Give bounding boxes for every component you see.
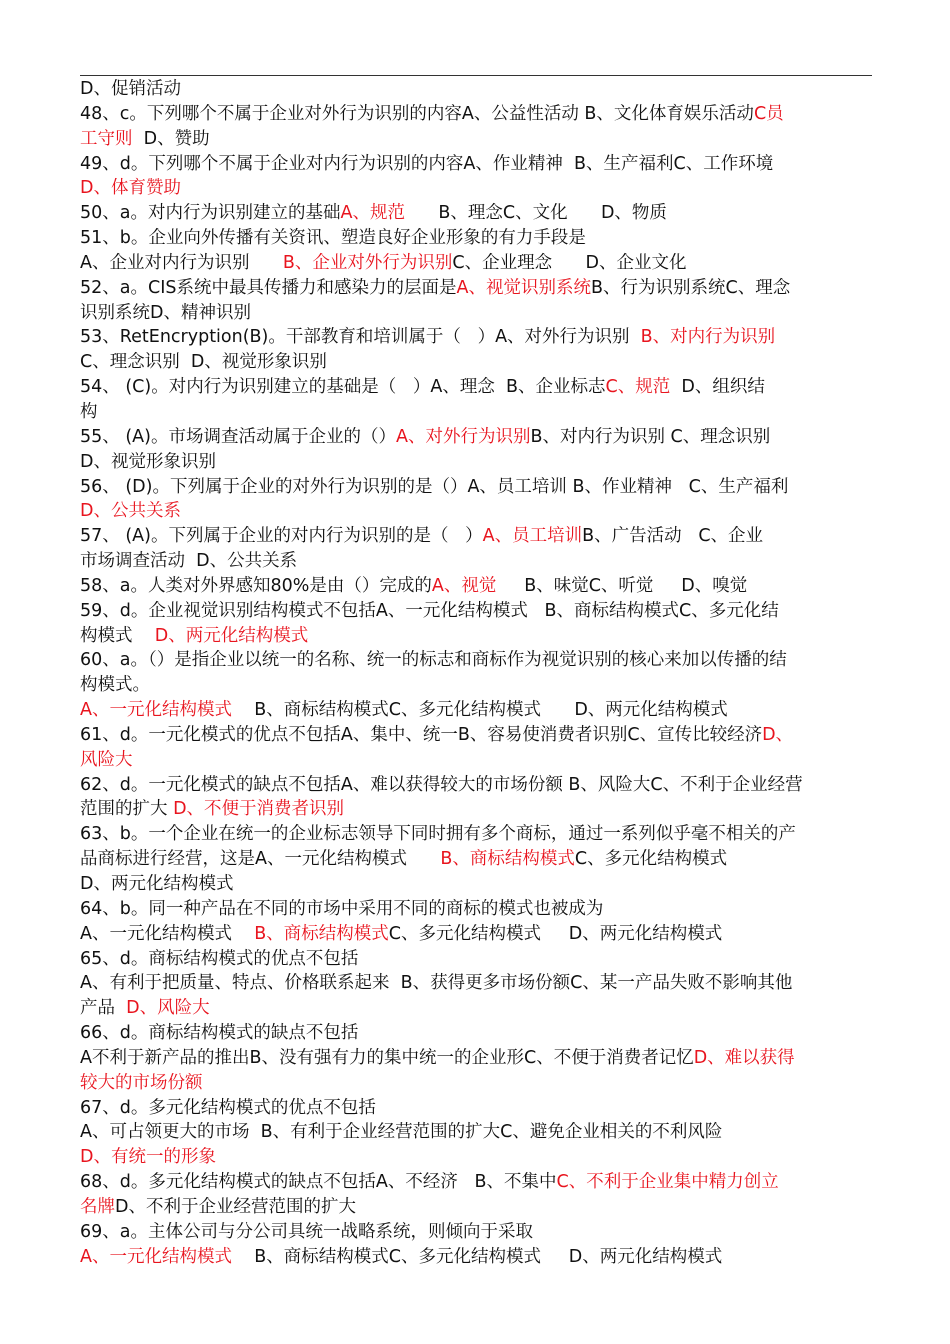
text-segment: B、商标结构模式C、多元化结构模式 D、两元化结构模式 (231, 700, 728, 721)
text-line (80, 226, 880, 251)
text-segment: C、理念识别 D、视觉形象识别 (80, 352, 327, 373)
text-segment: C、多元化结构模式 D、两元化结构模式 (388, 923, 723, 944)
text-segment: D、视觉形象识别 (80, 451, 216, 472)
text-segment: 品商标进行经营，这是A、一元化结构模式 (80, 849, 441, 870)
text-line (80, 1021, 880, 1046)
text-line (80, 599, 880, 624)
text-line (80, 1170, 880, 1195)
text-line (80, 425, 880, 450)
text-line (80, 1071, 880, 1096)
text-segment: 范围的扩大 (80, 799, 174, 820)
text-line (80, 773, 880, 798)
text-line (80, 102, 880, 127)
answer-highlight: A、一元化结构模式 (80, 1246, 232, 1267)
text-segment: D、促销活动 (80, 79, 181, 99)
text-line (80, 996, 880, 1021)
text-line (80, 1145, 880, 1170)
answer-highlight: D、不便于消费者识别 (173, 799, 345, 820)
text-line (80, 847, 880, 872)
text-segment: 64、b。同一种产品在不同的市场中采用不同的商标的模式也被成为 (80, 898, 604, 919)
text-segment: C、企业理念 D、企业文化 (452, 252, 687, 273)
answer-highlight: D、有统一的形象 (80, 1147, 216, 1168)
answer-highlight: A、视觉识别系统 (456, 277, 591, 298)
text-segment: 52、a。CIS系统中最具传播力和感染力的层面是 (80, 277, 457, 298)
answer-highlight: B、商标结构模式 (254, 923, 389, 944)
text-segment: A、一元化结构模式 (80, 923, 255, 944)
text-line (80, 77, 880, 102)
text-line (80, 1046, 880, 1071)
text-line (80, 673, 880, 698)
text-line (80, 1245, 880, 1270)
answer-highlight: D、体育赞助 (80, 178, 181, 199)
text-segment: 构模式 (80, 625, 155, 646)
text-segment: D、不利于企业经营范围的扩大 (115, 1196, 356, 1217)
text-line (80, 624, 880, 649)
answer-highlight: A、规范 (340, 203, 405, 224)
answer-highlight: A、员工培训 (482, 526, 583, 547)
text-segment: 53、RetEncryption(B)。干部教育和培训属于（ ）A、对外行为识别 (80, 327, 641, 348)
question-text-block (80, 77, 880, 1270)
header-rule (80, 75, 872, 76)
answer-highlight: D、风险大 (126, 998, 210, 1019)
text-segment: A不利于新产品的推出B、没有强有力的集中统一的企业形C、不便于消费者记忆 (80, 1047, 694, 1068)
answer-highlight: 工守则 (80, 128, 133, 149)
text-segment: 49、d。下列哪个不属于企业对内行为识别的内容A、作业精神 B、生产福利C、工作环境 (80, 153, 774, 174)
answer-highlight: B、商标结构模式 (440, 849, 575, 870)
answer-highlight: B、对内行为识别 (640, 327, 776, 348)
text-line (80, 152, 880, 177)
text-segment: 构模式。 (80, 675, 150, 696)
text-segment: 57、 (A)。下列属于企业的对内行为识别的是（ ） (80, 526, 483, 547)
text-line (80, 1220, 880, 1245)
answer-highlight: C、不利于企业集中精力创立 (556, 1172, 779, 1193)
text-line (80, 375, 880, 400)
text-segment: B、广告活动 C、企业 (582, 526, 764, 547)
text-line (80, 574, 880, 599)
answer-highlight: D、 (762, 724, 794, 745)
text-segment: 55、 (A)。市场调查活动属于企业的（） (80, 426, 396, 447)
text-line (80, 797, 880, 822)
text-segment: B、对内行为识别 C、理念识别 (530, 426, 771, 447)
text-line (80, 1096, 880, 1121)
text-segment: 54、 (C)。对内行为识别建立的基础是（ ）A、理念 B、企业标志 (80, 377, 606, 398)
text-segment: 56、 (D)。下列属于企业的对外行为识别的是（）A、员工培训 B、作业精神 C、生产福利 (80, 476, 789, 497)
text-segment: C、多元化结构模式 (574, 849, 728, 870)
text-line (80, 325, 880, 350)
text-segment: 63、b。一个企业在统一的企业标志领导下同时拥有多个商标，通过一系列似乎毫不相关的产 (80, 824, 796, 845)
text-segment: A、可占领更大的市场 B、有利于企业经营范围的扩大C、避免企业相关的不利风险 (80, 1122, 723, 1143)
text-segment: 68、d。多元化结构模式的缺点不包括A、不经济 B、不集中 (80, 1172, 557, 1193)
text-segment: B、味觉C、听觉 D、嗅觉 (496, 575, 748, 596)
answer-highlight: A、视觉 (431, 575, 497, 596)
text-line (80, 524, 880, 549)
text-line (80, 301, 880, 326)
text-segment: 67、d。多元化结构模式的优点不包括 (80, 1097, 376, 1118)
answer-highlight: D、公共关系 (80, 501, 181, 522)
text-segment: B、理念C、文化 D、物质 (404, 203, 667, 224)
answer-highlight: D、两元化结构模式 (154, 625, 309, 646)
answer-highlight: 名牌 (80, 1196, 115, 1217)
text-line (80, 648, 880, 673)
text-segment: 61、d。一元化模式的优点不包括A、集中、统一B、容易使消费者识别C、宣传比较经济 (80, 724, 763, 745)
answer-highlight: C员 (753, 103, 784, 124)
text-segment: 65、d。商标结构模式的优点不包括 (80, 948, 359, 969)
text-line (80, 1195, 880, 1220)
answer-highlight: 风险大 (80, 749, 133, 770)
text-line (80, 748, 880, 773)
text-line (80, 350, 880, 375)
text-line (80, 723, 880, 748)
text-segment: 59、d。企业视觉识别结构模式不包括A、一元化结构模式 B、商标结构模式C、多元化结 (80, 600, 779, 621)
text-segment: B、商标结构模式C、多元化结构模式 D、两元化结构模式 (231, 1246, 723, 1267)
text-line (80, 922, 880, 947)
text-segment: 构 (80, 401, 98, 422)
text-segment: A、有利于把质量、特点、价格联系起来 B、获得更多市场份额C、某一产品失败不影响其他 (80, 973, 793, 994)
text-segment: 市场调查活动 D、公共关系 (80, 551, 298, 572)
text-segment: 51、b。企业向外传播有关资讯、塑造良好企业形象的有力手段是 (80, 228, 586, 249)
text-line (80, 947, 880, 972)
text-line (80, 276, 880, 301)
answer-highlight: D、难以获得 (693, 1047, 795, 1068)
text-line (80, 400, 880, 425)
text-segment: 58、a。人类对外界感知80%是由（）完成的 (80, 575, 432, 596)
text-segment: 69、a。主体公司与分公司具统一战略系统，则倾向于采取 (80, 1221, 533, 1242)
text-line (80, 251, 880, 276)
text-line (80, 897, 880, 922)
text-line (80, 698, 880, 723)
answer-highlight: A、一元化结构模式 (80, 700, 232, 721)
answer-highlight: A、对外行为识别 (395, 426, 531, 447)
text-line (80, 176, 880, 201)
text-segment: A、企业对内行为识别 (80, 252, 283, 273)
text-segment: D、赞助 (132, 128, 210, 149)
text-segment: 66、d。商标结构模式的缺点不包括 (80, 1023, 359, 1044)
text-segment: 62、d。一元化模式的缺点不包括A、难以获得较大的市场份额 B、风险大C、不利于企业经营 (80, 774, 803, 795)
text-line (80, 450, 880, 475)
text-line (80, 549, 880, 574)
text-segment: D、组织结 (670, 377, 765, 398)
text-segment: 60、a。（）是指企业以统一的名称、统一的标志和商标作为视觉识别的核心来加以传播的结 (80, 650, 787, 671)
text-segment: 50、a。对内行为识别建立的基础 (80, 203, 341, 224)
answer-highlight: B、企业对外行为识别 (282, 252, 453, 273)
text-line (80, 127, 880, 152)
text-segment: 48、c。下列哪个不属于企业对外行为识别的内容A、公益性活动 B、文化体育娱乐活动 (80, 103, 754, 124)
text-line (80, 1120, 880, 1145)
text-segment: 产品 (80, 998, 127, 1019)
text-line (80, 201, 880, 226)
text-segment: D、两元化结构模式 (80, 874, 234, 894)
text-line (80, 475, 880, 500)
text-segment: 识别系统D、精神识别 (80, 302, 251, 323)
answer-highlight: C、规范 (605, 377, 671, 398)
text-segment: B、行为识别系统C、理念 (590, 277, 791, 298)
text-line (80, 822, 880, 847)
text-line (80, 872, 880, 897)
answer-highlight: 较大的市场份额 (80, 1072, 203, 1093)
text-line (80, 499, 880, 524)
text-line (80, 971, 880, 996)
